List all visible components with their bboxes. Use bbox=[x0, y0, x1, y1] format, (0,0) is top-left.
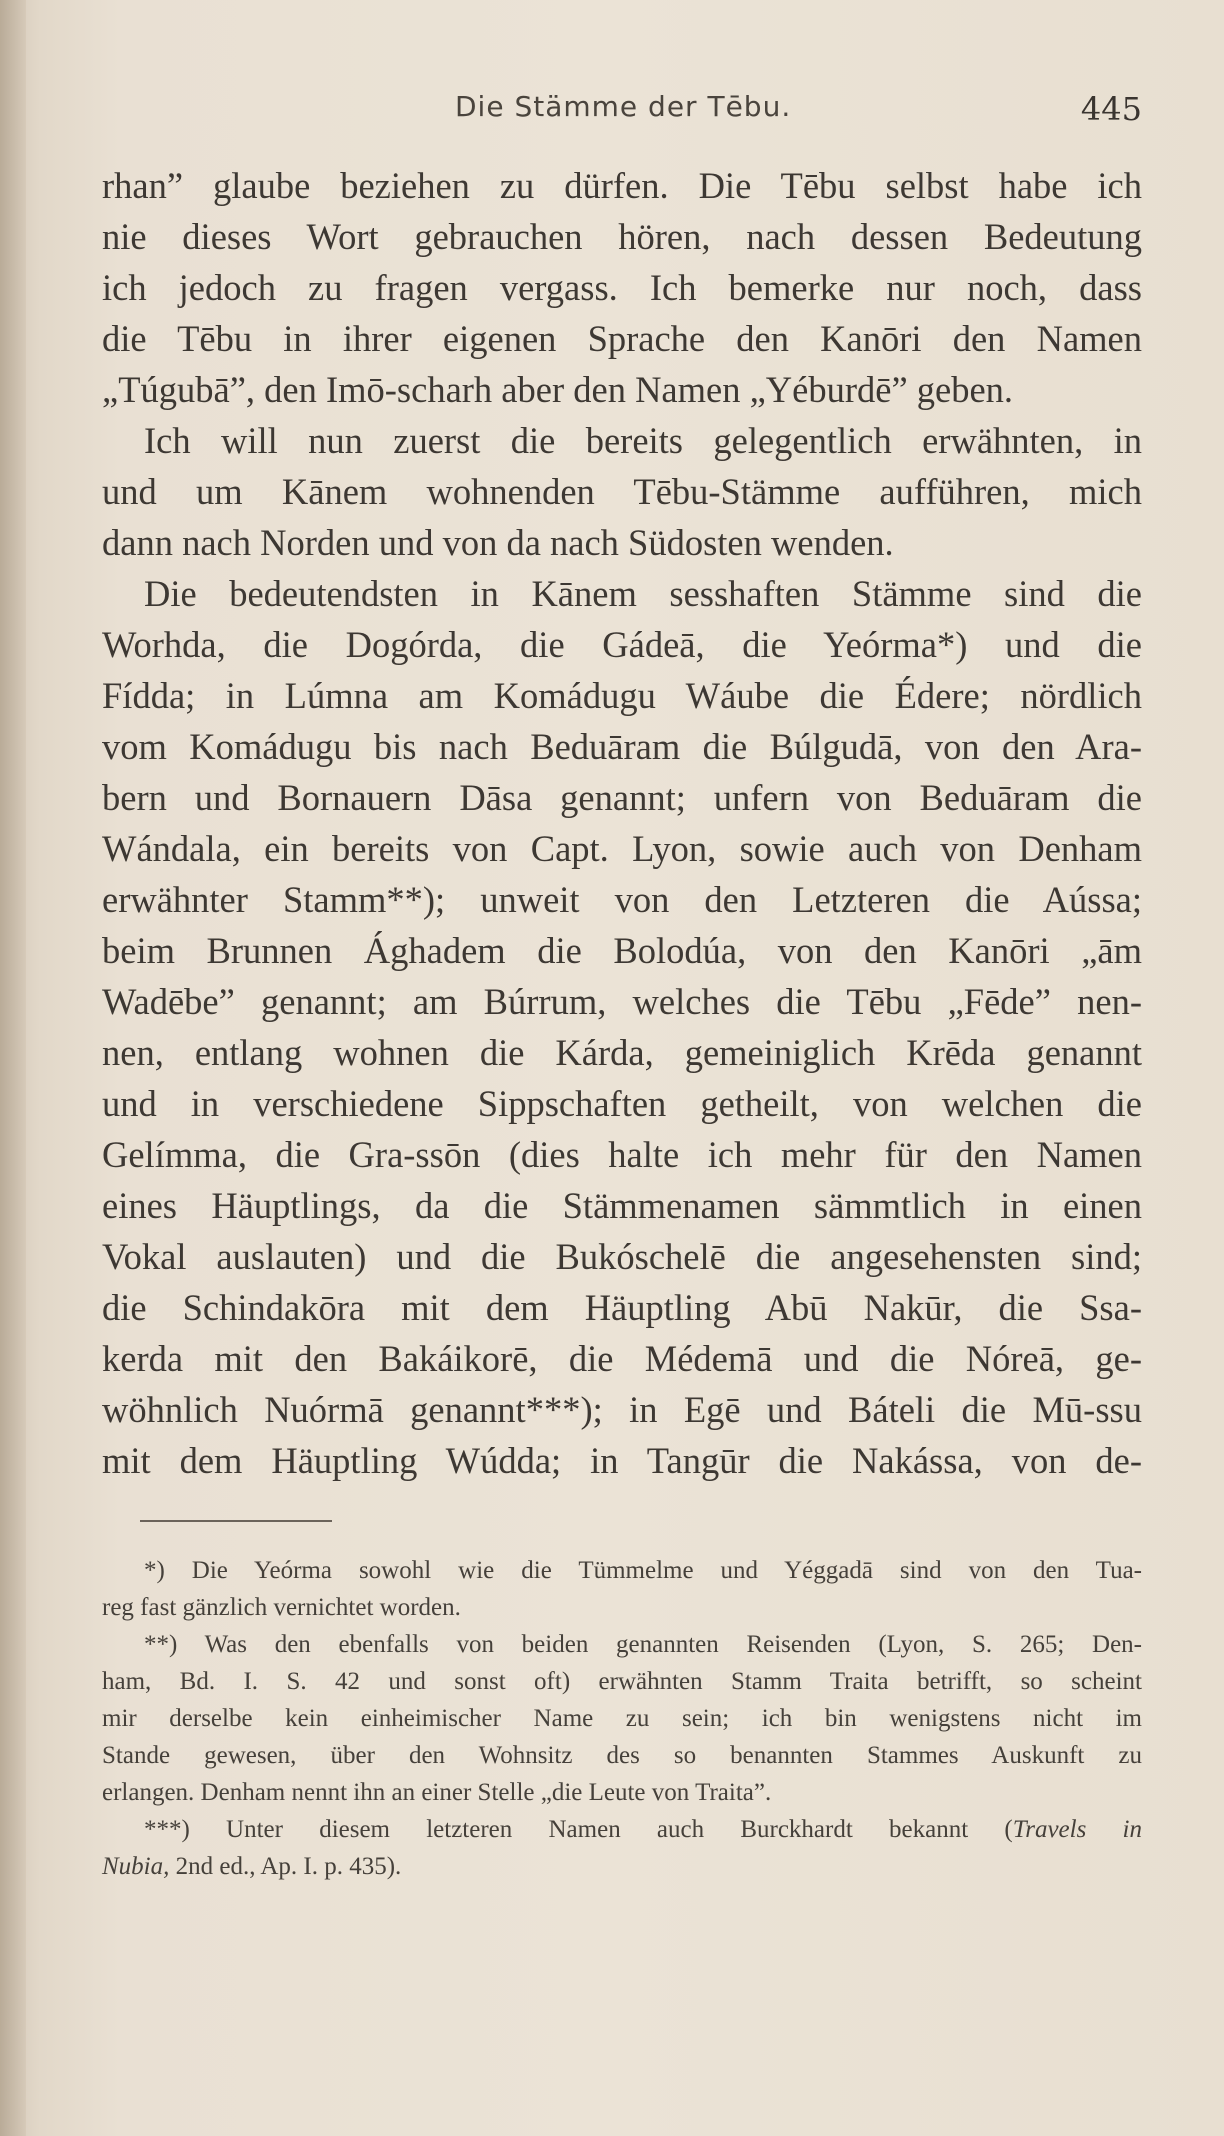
footnote-text: 2nd ed., Ap. I. p. 435). bbox=[169, 1853, 402, 1880]
footnote-text: ***) Unter diesem letzteren Namen auch Burckhardt bekannt ( bbox=[144, 1816, 1013, 1843]
text-line: rhan” glaube beziehen zu dürfen. Die Tēbu selbst habe ich bbox=[102, 165, 1142, 206]
text-line: wöhnlich Nuórmā genannt***); in Egē und Báteli die Mū-ssu bbox=[102, 1389, 1142, 1430]
footnote-line: *) Die Yeórma sowohl wie die Tümmelme und Yéggadā sind von den Tua- bbox=[144, 1557, 1142, 1584]
text-line: Worhda, die Dogórda, die Gádeā, die Yeórma*) und die bbox=[102, 624, 1142, 665]
footnote-line: erlangen. Denham nennt ihn an einer Stelle „die Leute von Traita”. bbox=[102, 1779, 772, 1806]
text-line: und um Kānem wohnenden Tēbu-Stämme aufführen, mich bbox=[102, 471, 1142, 512]
text-line: die Tēbu in ihrer eigenen Sprache den Kanōri den Namen bbox=[102, 318, 1142, 359]
text-line: mit dem Häuptling Wúdda; in Tangūr die Nakássa, von de- bbox=[102, 1440, 1142, 1481]
text-line: die Schindakōra mit dem Häuptling Abū Nakūr, die Ssa- bbox=[102, 1287, 1142, 1328]
text-line: nie dieses Wort gebrauchen hören, nach dessen Bedeutung bbox=[102, 216, 1142, 257]
text-line: vom Komádugu bis nach Beduāram die Búlgudā, von den Ara- bbox=[102, 726, 1142, 767]
text-line: Ich will nun zuerst die bereits gelegentlich erwähnten, in bbox=[144, 420, 1142, 461]
text-line: ich jedoch zu fragen vergass. Ich bemerke nur noch, dass bbox=[102, 267, 1142, 308]
text-line: nen, entlang wohnen die Kárda, gemeiniglich Krēda genannt bbox=[102, 1032, 1142, 1073]
footnote-line: mir derselbe kein einheimischer Name zu sein; ich bin wenigstens nicht im bbox=[102, 1705, 1142, 1732]
text-line: Vokal auslauten) und die Bukóschelē die angesehensten sind; bbox=[102, 1236, 1142, 1277]
footnote-title-italic: Travels in bbox=[1012, 1816, 1142, 1843]
footnote-line bbox=[102, 1848, 1142, 1885]
footnote-divider bbox=[140, 1520, 332, 1522]
text-line: Fídda; in Lúmna am Komádugu Wáube die Édere; nördlich bbox=[102, 675, 1142, 716]
text-line: dann nach Norden und von da nach Südosten wenden. bbox=[102, 522, 894, 563]
main-text bbox=[102, 160, 1142, 1486]
text-line: eines Häuptlings, da die Stämmenamen sämmtlich in einen bbox=[102, 1185, 1142, 1226]
text-line: bern und Bornauern Dāsa genannt; unfern von Beduāram die bbox=[102, 777, 1142, 818]
text-line: und in verschiedene Sippschaften getheilt, von welchen die bbox=[102, 1083, 1142, 1124]
footnote-line: **) Was den ebenfalls von beiden genannten Reisenden (Lyon, S. 265; Den- bbox=[144, 1631, 1142, 1658]
footnotes bbox=[102, 1552, 1142, 1885]
text-line: kerda mit den Bakáikorē, die Médemā und die Nóreā, ge- bbox=[102, 1338, 1142, 1379]
page-gutter-shadow bbox=[0, 0, 26, 2136]
footnote-line: ham, Bd. I. S. 42 und sonst oft) erwähnten Stamm Traita betrifft, so scheint bbox=[102, 1668, 1142, 1695]
text-line: „Túgubā”, den Imō-scharh aber den Namen „Yéburdē” geben. bbox=[102, 369, 1014, 410]
text-line: Wándala, ein bereits von Capt. Lyon, sowie auch von Denham bbox=[102, 828, 1142, 869]
page-number: 445 bbox=[1080, 90, 1142, 128]
text-line: beim Brunnen Ághadem die Bolodúa, von den Kanōri „ām bbox=[102, 930, 1142, 971]
text-line: Wadēbe” genannt; am Búrrum, welches die Tēbu „Fēde” nen- bbox=[102, 981, 1142, 1022]
running-head-title: Die Stämme der Tēbu. bbox=[455, 90, 792, 123]
text-line: Die bedeutendsten in Kānem sesshaften Stämme sind die bbox=[144, 573, 1142, 614]
footnote-title-italic: Nubia, bbox=[102, 1853, 170, 1880]
footnote-line: reg fast gänzlich vernichtet worden. bbox=[102, 1594, 461, 1621]
text-line: Gelímma, die Gra-ssōn (dies halte ich mehr für den Namen bbox=[102, 1134, 1142, 1175]
footnote-line: Stande gewesen, über den Wohnsitz des so benannten Stammes Auskunft zu bbox=[102, 1742, 1142, 1769]
running-head bbox=[0, 90, 1224, 130]
text-line: erwähnter Stamm**); unweit von den Letzteren die Aússa; bbox=[102, 879, 1142, 920]
footnote-line bbox=[102, 1811, 1142, 1848]
